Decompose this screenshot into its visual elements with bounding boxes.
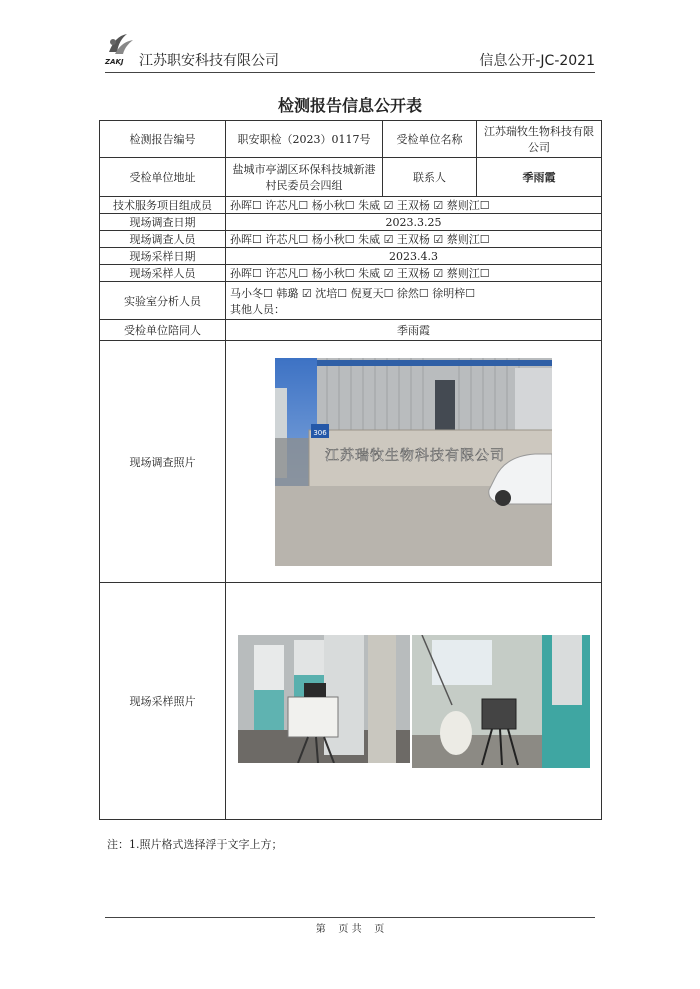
sampling-date-label: 现场采样日期 (100, 248, 226, 265)
sampling-photo-label: 现场采样照片 (100, 583, 226, 820)
sampling-photo-1 (238, 635, 410, 763)
table-row (100, 197, 602, 214)
sampling-staff-label: 现场采样人员 (100, 265, 226, 282)
page-header (105, 30, 595, 73)
lab-cell (226, 282, 602, 320)
sampling-staff-value: 孙晖☐ 许芯凡☐ 杨小秋☐ 朱威 ☑ 王双杨 ☑ 蔡则江☐ (226, 265, 602, 282)
report-no-value: 职安职检（2023）0117号 (226, 121, 383, 158)
page-title: 检测报告信息公开表 (277, 96, 422, 115)
contact-label: 联系人 (383, 158, 477, 197)
escort-value: 季雨霞 (226, 320, 602, 341)
lab-staff-value: 马小冬☐ 韩璐 ☑ 沈培☐ 倪夏天☐ 徐然☐ 徐明梓☐ (230, 286, 476, 300)
contact-value: 季雨霞 (477, 158, 602, 197)
team-label: 技术服务项目组成员 (100, 197, 226, 214)
table-row (100, 583, 602, 820)
table-row (100, 158, 602, 197)
table-row (100, 231, 602, 248)
survey-photo (275, 358, 552, 566)
escort-label: 受检单位陪同人 (100, 320, 226, 341)
table-row (100, 248, 602, 265)
sampling-photo-2 (412, 635, 590, 768)
lab-other-value: 其他人员： (230, 302, 285, 316)
house-number-plate: 306 (313, 428, 327, 437)
page-footer: 第 页 共 页 (315, 924, 385, 935)
survey-date-label: 现场调查日期 (100, 214, 226, 231)
footer-divider (105, 917, 595, 918)
sampling-photo-cell (226, 583, 602, 820)
table-row (100, 121, 602, 158)
table-row (100, 214, 602, 231)
note: 注：1.照片格式选择浮于文字上方； (107, 838, 283, 851)
survey-photo-cell (226, 341, 602, 583)
sampling-date-value: 2023.4.3 (226, 248, 602, 265)
address-value: 盐城市亭湖区环保科技城新港村民委员会四组 (226, 158, 383, 197)
table-row (100, 341, 602, 583)
document-number: 信息公开-JC-2021 (479, 53, 595, 69)
address-label: 受检单位地址 (100, 158, 226, 197)
unit-name-value: 江苏瑞牧生物科技有限公司 (477, 121, 602, 158)
lab-label: 实验室分析人员 (100, 282, 226, 320)
survey-staff-value: 孙晖☐ 许芯凡☐ 杨小秋☐ 朱威 ☑ 王双杨 ☑ 蔡则江☐ (226, 231, 602, 248)
survey-photo-label: 现场调查照片 (100, 341, 226, 583)
company-name: 江苏职安科技有限公司 (139, 53, 279, 69)
survey-staff-label: 现场调查人员 (100, 231, 226, 248)
unit-name-label: 受检单位名称 (383, 121, 477, 158)
report-no-label: 检测报告编号 (100, 121, 226, 158)
table-row (100, 265, 602, 282)
gate-sign-text: 江苏瑞牧生物科技有限公司 (325, 447, 505, 464)
logo-text: ZAKJ (105, 58, 124, 66)
table-row (100, 282, 602, 320)
company-logo (105, 30, 135, 70)
survey-date-value: 2023.3.25 (226, 214, 602, 231)
info-table (99, 120, 602, 820)
table-row (100, 320, 602, 341)
team-value: 孙晖☐ 许芯凡☐ 杨小秋☐ 朱威 ☑ 王双杨 ☑ 蔡则江☐ (226, 197, 602, 214)
